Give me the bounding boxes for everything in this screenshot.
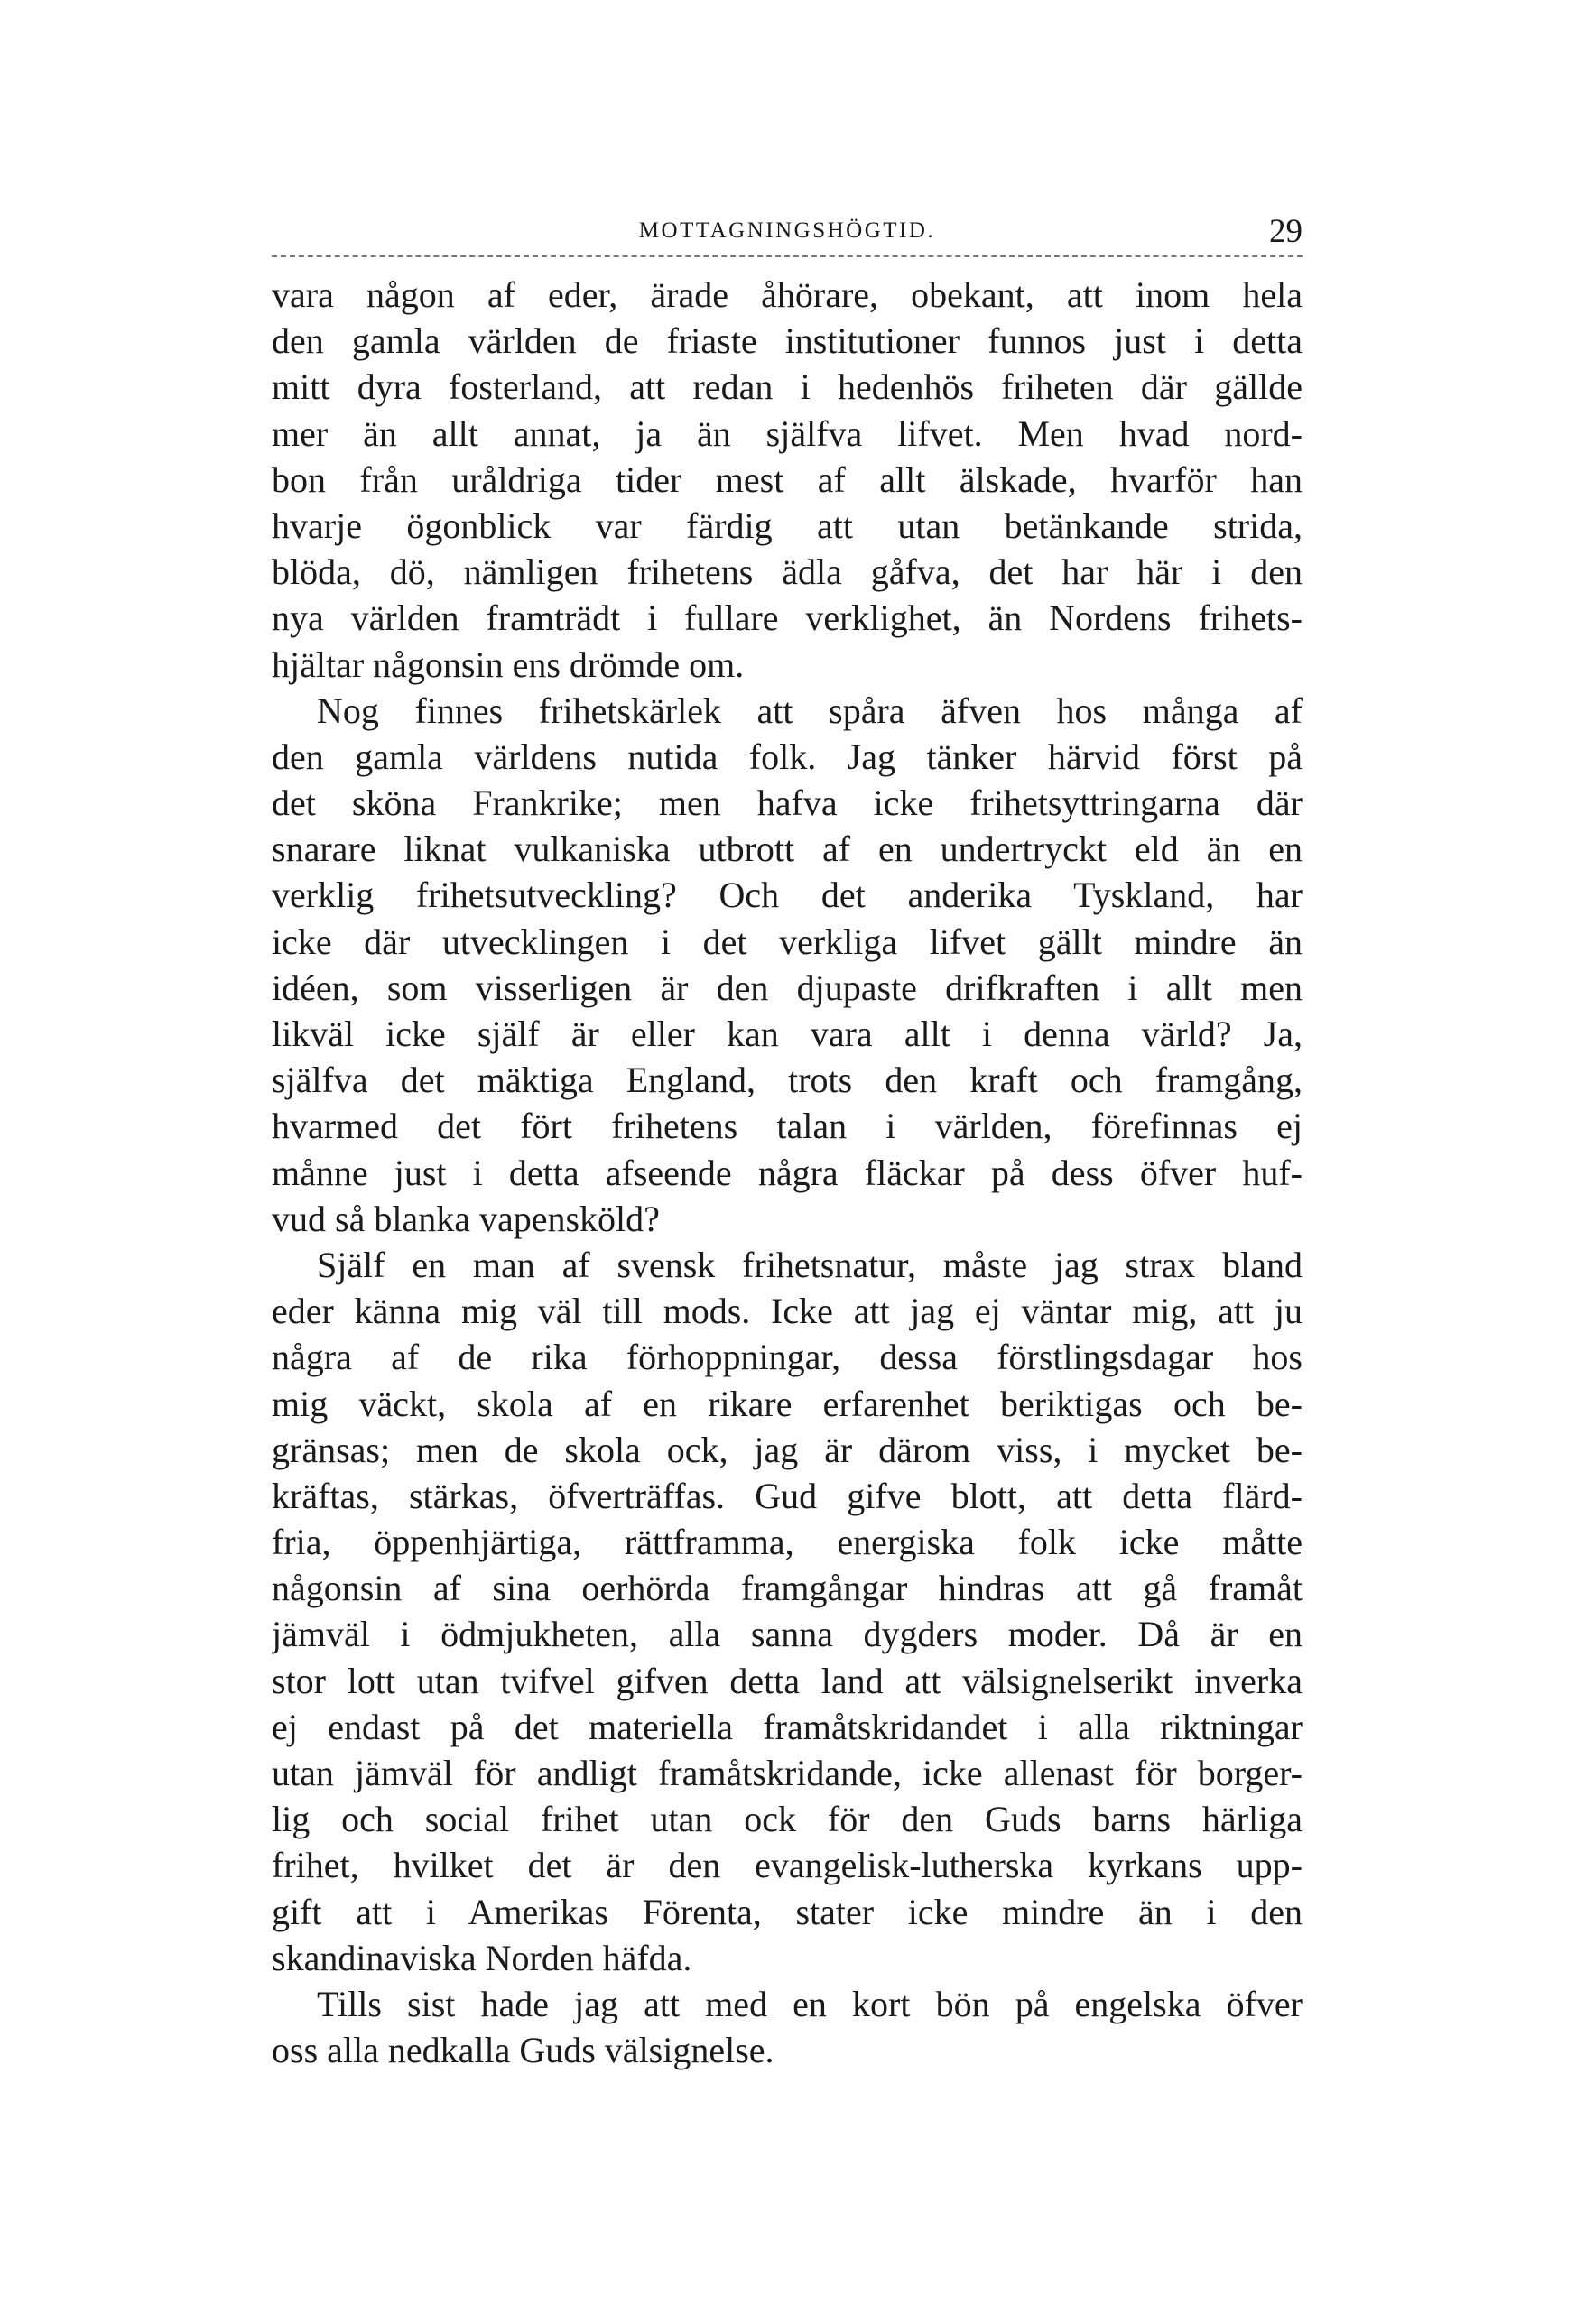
running-head — [272, 213, 1303, 263]
text-line: icke där utvecklingen i det verkliga lifvet gällt mindre än — [272, 921, 1303, 962]
text-line: oss alla nedkalla Guds välsignelse. — [272, 2030, 774, 2071]
text-line: Nog finnes frihetskärlek att spåra äfven hos många af — [317, 690, 1303, 731]
text-line: likväl icke själf är eller kan vara allt i denna värld? Ja, — [272, 1014, 1303, 1054]
text-line: den gamla världen de friaste institutioner funnos just i detta — [272, 320, 1303, 362]
text-line: frihet, hvilket det är den evangelisk-lutherska kyrkans upp- — [272, 1845, 1303, 1886]
body-text — [272, 272, 1303, 2073]
text-line: fria, öppenhjärtiga, rättframma, energiska folk icke måtte — [272, 1522, 1303, 1563]
text-line: några af de rika förhoppningar, dessa förstlingsdagar hos — [272, 1337, 1303, 1378]
text-line: mitt dyra fosterland, att redan i hedenhös friheten där gällde — [272, 366, 1303, 408]
text-line: månne just i detta afseende några fläckar på dess öfver huf- — [272, 1152, 1303, 1193]
text-line: ej endast på det materiella framåtskridandet i alla riktningar — [272, 1706, 1303, 1747]
text-line: snarare liknat vulkaniska utbrott af en undertryckt eld än en — [272, 829, 1303, 870]
text-line: kräftas, stärkas, öfverträffas. Gud gifve blott, att detta flärd- — [272, 1475, 1303, 1516]
paragraph-1 — [272, 272, 1303, 688]
text-line: lig och social frihet utan ock för den Guds barns härliga — [272, 1799, 1303, 1840]
text-line: Tills sist hade jag att med en kort bön på engelska öfver — [317, 1983, 1303, 2024]
paragraph-3 — [272, 1242, 1303, 1981]
text-line: gift att i Amerikas Förenta, stater icke mindre än i den — [272, 1891, 1303, 1932]
text-line: vud så blanka vapensköld? — [272, 1198, 660, 1239]
text-line: hjältar någonsin ens drömde om. — [272, 643, 745, 685]
running-head-title: MOTTAGNINGSHÖGTID. — [638, 218, 936, 243]
text-line: hvarje ögonblick var färdig att utan betänkande strida, — [272, 505, 1303, 546]
text-line: det sköna Frankrike; men hafva icke frihetsyttringarna där — [272, 782, 1303, 824]
text-line: verklig frihetsutveckling? Och det anderika Tyskland, har — [272, 875, 1303, 916]
text-line: den gamla världens nutida folk. Jag tänker härvid först på — [272, 736, 1303, 777]
text-line: Själf en man af svensk frihetsnatur, måste jag strax bland — [317, 1244, 1303, 1285]
text-line: själfva det mäktiga England, trots den kraft och framgång, — [272, 1060, 1303, 1101]
page-number: 29 — [1269, 213, 1303, 250]
text-line: utan jämväl för andligt framåtskridande, icke allenast för borger- — [272, 1753, 1303, 1793]
text-line: någonsin af sina oerhörda framgångar hindras att gå framåt — [272, 1568, 1303, 1609]
paragraph-2 — [272, 688, 1303, 1242]
header-rule — [272, 255, 1303, 257]
text-line: gränsas; men de skola ock, jag är därom viss, i mycket be- — [272, 1429, 1303, 1470]
text-line: nya världen framträdt i fullare verklighet, än Nordens frihets- — [272, 597, 1303, 639]
text-line: stor lott utan tvifvel gifven detta land att välsignelserikt inverka — [272, 1660, 1303, 1701]
text-line: blöda, dö, nämligen frihetens ädla gåfva, det har här i den — [272, 551, 1303, 593]
text-line: vara någon af eder, ärade åhörare, obekant, att inom hela — [272, 274, 1303, 315]
text-line: hvarmed det fört frihetens talan i världen, förefinnas ej — [272, 1106, 1303, 1147]
text-line: jämväl i ödmjukheten, alla sanna dygders moder. Då är en — [272, 1614, 1303, 1655]
text-line: mig väckt, skola af en rikare erfarenhet beriktigas och be- — [272, 1383, 1303, 1424]
paragraph-4 — [272, 1981, 1303, 2073]
text-line: idéen, som visserligen är den djupaste drifkraften i allt men — [272, 967, 1303, 1008]
text-line: eder känna mig väl till mods. Icke att jag ej väntar mig, att ju — [272, 1291, 1303, 1332]
text-line: bon från uråldriga tider mest af allt älskade, hvarför han — [272, 458, 1303, 500]
text-line: mer än allt annat, ja än själfva lifvet. Men hvad nord- — [272, 412, 1303, 454]
text-line: skandinaviska Norden häfda. — [272, 1937, 692, 1978]
